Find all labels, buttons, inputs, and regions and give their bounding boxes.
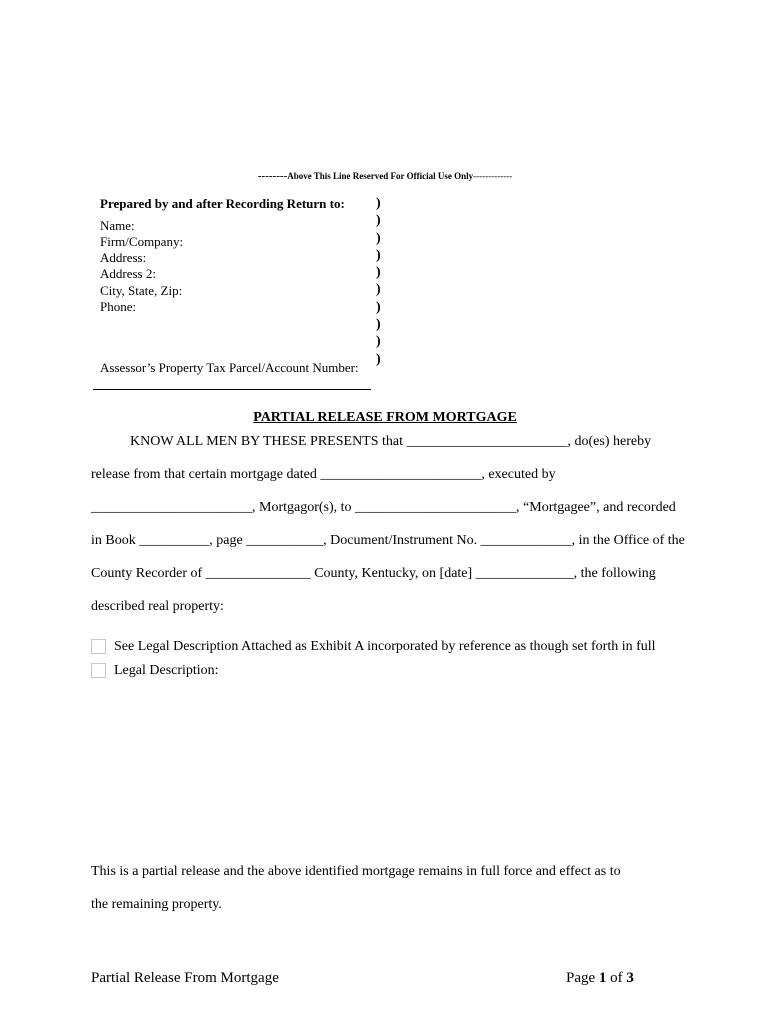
page-word: Page bbox=[566, 970, 596, 986]
parcel-label: Assessor’s Property Tax Parcel/Account Number: bbox=[100, 360, 359, 375]
page-current: 1 bbox=[598, 970, 607, 986]
paragraph-line-4: in Book __________, page ___________, Document/Instrument No. _____________, in the Office of the bbox=[91, 533, 685, 548]
exhibit-a-checkbox[interactable] bbox=[91, 639, 106, 654]
bracket: ) bbox=[376, 299, 381, 315]
reserved-dashes-left: -------- bbox=[257, 170, 288, 182]
bracket: ) bbox=[376, 265, 381, 281]
parcel-number-line bbox=[93, 389, 371, 390]
bracket: ) bbox=[376, 213, 381, 229]
legal-description-checkbox[interactable] bbox=[91, 663, 106, 678]
preparer-title: Prepared by and after Recording Return to: bbox=[100, 196, 345, 211]
bracket: ) bbox=[376, 334, 381, 350]
field-firm: Firm/Company: bbox=[100, 234, 184, 249]
paragraph-line-6: described real property: bbox=[91, 599, 224, 614]
field-city-state-zip: City, State, Zip: bbox=[100, 283, 183, 298]
field-name: Name: bbox=[100, 218, 135, 233]
paragraph-line-5: County Recorder of _______________ County, Kentucky, on [date] ______________, the following bbox=[91, 566, 656, 581]
reserved-line bbox=[0, 170, 770, 182]
closing-line-2: the remaining property. bbox=[91, 897, 222, 912]
bracket: ) bbox=[376, 230, 381, 246]
document-title: PARTIAL RELEASE FROM MORTGAGE bbox=[253, 410, 517, 425]
footer-document-name: Partial Release From Mortgage bbox=[91, 970, 279, 986]
bracket: ) bbox=[376, 351, 381, 367]
field-address: Address: bbox=[100, 250, 147, 265]
closing-line-1: This is a partial release and the above identified mortgage remains in full force and effect as to bbox=[91, 864, 621, 879]
field-address-2: Address 2: bbox=[100, 266, 156, 281]
bracket: ) bbox=[376, 317, 381, 333]
page-total: 3 bbox=[626, 970, 634, 986]
reserved-dashes-right: ------------- bbox=[473, 171, 513, 181]
field-phone: Phone: bbox=[100, 299, 137, 314]
reserved-text: Above This Line Reserved For Official Use Only bbox=[287, 171, 474, 181]
exhibit-a-label: See Legal Description Attached as Exhibit A incorporated by reference as though set forth in full bbox=[114, 639, 656, 654]
bracket: ) bbox=[376, 247, 381, 263]
bracket: ) bbox=[376, 282, 381, 298]
footer-page-number bbox=[566, 970, 634, 987]
paragraph-line-2: release from that certain mortgage dated _______________________, executed by bbox=[91, 467, 556, 482]
page-of: of bbox=[610, 970, 623, 986]
bracket-column bbox=[376, 195, 381, 368]
legal-description-label: Legal Description: bbox=[114, 663, 219, 678]
paragraph-line-1: KNOW ALL MEN BY THESE PRESENTS that _______________________, do(es) hereby bbox=[130, 434, 652, 449]
paragraph-line-3: _______________________, Mortgagor(s), to _______________________, “Mortgagee”, and recorded bbox=[91, 500, 676, 515]
bracket: ) bbox=[376, 196, 381, 211]
